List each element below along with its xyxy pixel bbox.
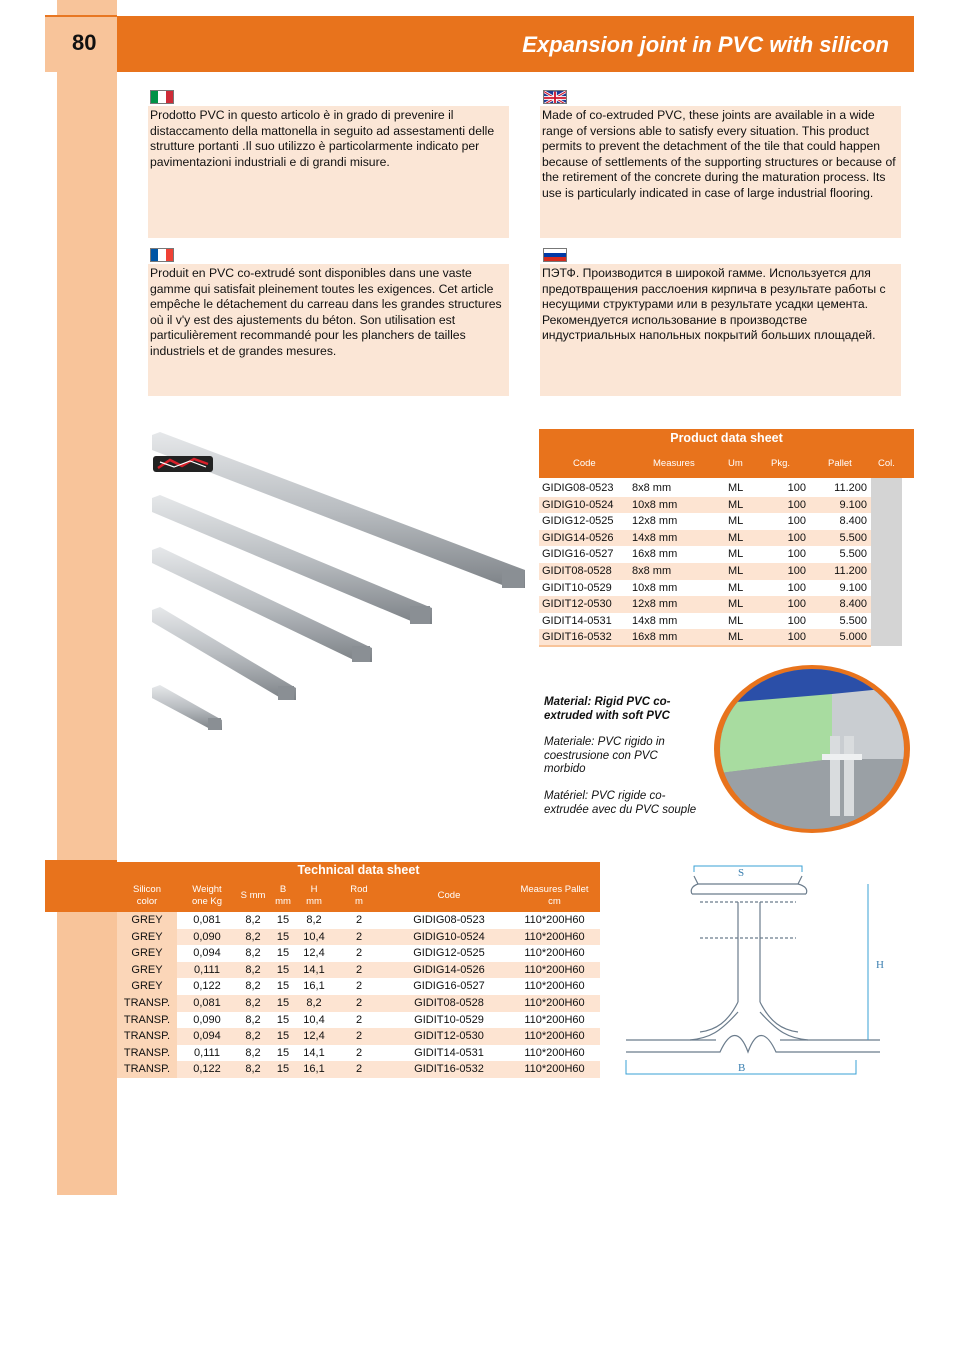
- cross-section-diagram: [620, 862, 900, 1082]
- table-cell: GIDIT14-0531: [542, 614, 612, 627]
- table-cell: 2: [355, 914, 363, 926]
- flag-stripe: [151, 249, 158, 261]
- table-cell: 10,4: [303, 930, 325, 943]
- table-cell: 110*200H60: [524, 914, 585, 926]
- table-cell: 8,2: [245, 914, 261, 926]
- section-marker: [45, 860, 117, 912]
- page-number: 80: [72, 30, 97, 55]
- table-cell: ML: [728, 598, 744, 611]
- table-cell: 0,081: [193, 914, 221, 926]
- table-cell: 16x8 mm: [632, 631, 678, 644]
- technical-table-header: [117, 862, 600, 912]
- column-header-line: Measures Pallet: [520, 884, 589, 895]
- column-header-b: [271, 884, 295, 908]
- table-cell: GIDIG10-0524: [542, 498, 614, 511]
- column-header-line: one Kg: [191, 896, 223, 907]
- table-cell: 15: [276, 980, 290, 993]
- table-cell: 8,2: [245, 930, 261, 943]
- table-cell: 8,2: [306, 914, 322, 926]
- table-row: [539, 613, 914, 630]
- side-strip: [57, 0, 117, 1195]
- table-cell: 8.400: [839, 598, 867, 611]
- flag-stripe: [158, 249, 165, 261]
- table-cell: GIDIT14-0531: [414, 1046, 484, 1059]
- table-cell: 5.500: [839, 614, 867, 627]
- column-header-line: Rod: [350, 884, 368, 895]
- table-cell: 10x8 mm: [632, 581, 678, 594]
- description-russian: ПЭТФ. Производится в широкой гамме. Используется для предотвращения расслоения кирпича в результате работы с несущими структурами или в результате усадки цемента. Рекомендуется использование в производстве индустриальных напольных покрытий больших площадей.: [540, 264, 901, 396]
- table-cell: GREY: [131, 914, 163, 926]
- table-cell: GIDIG14-0526: [413, 963, 485, 976]
- table-cell: 2: [355, 1063, 363, 1076]
- column-header-line: mm: [275, 896, 291, 907]
- table-cell: 100: [787, 581, 806, 594]
- table-cell: GIDIG14-0526: [542, 531, 614, 544]
- table-cell: 5.000: [839, 631, 867, 644]
- product-table-body: [539, 480, 914, 646]
- product-table-title: Product data sheet: [670, 431, 783, 445]
- table-cell: GREY: [131, 947, 163, 960]
- technical-table-title: Technical data sheet: [297, 863, 420, 877]
- table-row: [117, 1012, 600, 1029]
- table-cell: 2: [355, 980, 363, 993]
- material-english: Material: Rigid PVC co-extruded with soft PVC: [544, 696, 671, 722]
- profile-bar: [152, 495, 432, 624]
- table-cell: 10,4: [303, 1013, 325, 1026]
- table-row: [117, 912, 600, 929]
- dimension-label-s: S: [738, 867, 745, 879]
- table-cell: 0,122: [193, 980, 221, 993]
- flag-stripe: [158, 91, 165, 103]
- table-cell: 100: [787, 631, 806, 644]
- table-row: [117, 1045, 600, 1062]
- profile-bar: [152, 547, 372, 662]
- table-row: [539, 580, 914, 597]
- flag-stripe: [166, 249, 173, 261]
- table-row: [539, 513, 914, 530]
- profile-bar: [152, 432, 525, 588]
- column-header-line: Silicon: [133, 884, 161, 895]
- table-cell: ML: [728, 564, 744, 577]
- table-cell: 110*200H60: [524, 980, 585, 993]
- table-row: [117, 1061, 600, 1078]
- table-cell: 100: [787, 515, 806, 528]
- dimension-label-b: B: [738, 1062, 746, 1074]
- table-cell: 100: [787, 598, 806, 611]
- table-cell: GIDIT16-0532: [542, 631, 612, 644]
- table-row: [117, 978, 600, 995]
- france-flag-icon: [150, 248, 174, 262]
- table-cell: 12x8 mm: [632, 598, 678, 611]
- table-cell: 11.200: [834, 482, 867, 494]
- table-cell: GIDIT10-0529: [542, 581, 612, 594]
- table-cell: 15: [276, 996, 290, 1009]
- table-cell: 15: [276, 914, 290, 926]
- table-cell: GIDIT08-0528: [414, 996, 484, 1009]
- table-cell: 9.100: [839, 581, 867, 594]
- table-row: [117, 945, 600, 962]
- table-cell: 8,2: [245, 980, 261, 993]
- table-cell: GIDIT12-0530: [542, 598, 612, 611]
- table-cell: 0,090: [193, 930, 221, 943]
- flag-stripe: [544, 257, 566, 261]
- column-header: Code: [573, 458, 596, 469]
- table-cell: 2: [355, 963, 363, 976]
- product-photo: [150, 430, 530, 760]
- table-cell: 15: [276, 947, 290, 960]
- column-header-code: Code: [437, 890, 461, 901]
- table-cell: 10x8 mm: [632, 498, 678, 511]
- table-cell: 12x8 mm: [632, 515, 678, 528]
- dimension-label-h: H: [876, 959, 884, 971]
- table-cell: 0,081: [193, 996, 221, 1009]
- table-cell: 14,1: [303, 963, 325, 976]
- material-french: Matériel: PVC rigide co-extrudée avec du PVC souple: [544, 790, 697, 816]
- table-cell: 2: [355, 947, 363, 960]
- column-header-line: mm: [306, 896, 322, 907]
- table-cell: 2: [355, 996, 363, 1009]
- table-cell: 12,4: [303, 947, 325, 960]
- brand-logo: [153, 456, 213, 472]
- table-cell: TRANSP.: [123, 996, 171, 1009]
- table-cell: 15: [276, 930, 290, 943]
- table-row: [117, 995, 600, 1012]
- column-header-line: H: [310, 884, 318, 895]
- table-cell: 8,2: [245, 947, 261, 960]
- product-data-table: [539, 429, 914, 646]
- table-cell: 2: [355, 1030, 363, 1043]
- column-header-silicon-color: [117, 884, 177, 908]
- table-cell: GIDIG08-0523: [542, 482, 614, 494]
- table-cell: 0,094: [193, 1030, 221, 1043]
- table-cell: 16,1: [303, 1063, 325, 1076]
- table-cell: 8,2: [245, 1030, 261, 1043]
- table-cell: GIDIG12-0525: [542, 515, 614, 528]
- table-cell: 100: [787, 548, 806, 561]
- table-cell: 16x8 mm: [632, 548, 678, 561]
- column-header-s: S mm: [240, 890, 266, 901]
- uk-flag-graphic: [544, 91, 566, 104]
- italy-flag-icon: [150, 90, 174, 104]
- table-cell: ML: [728, 531, 744, 544]
- table-cell: 110*200H60: [524, 930, 585, 943]
- table-cell: 12,4: [303, 1030, 325, 1043]
- column-header-line: B: [279, 884, 287, 895]
- table-row: [539, 546, 914, 563]
- table-row: [117, 1028, 600, 1045]
- table-cell: 9.100: [839, 498, 867, 511]
- table-cell: ML: [728, 515, 744, 528]
- table-cell: 100: [787, 531, 806, 544]
- table-cell: 8,2: [245, 996, 261, 1009]
- description-english: Made of co-extruded PVC, these joints are available in a wide range of versions able to satisfy every situation. This product permits to prevent the detachment of the tile that could happen because of settlements of the supporting structures or because of the retirement of the concrete during the maturation process. Its use is particularly indicated in case of large industrial flooring.: [540, 106, 901, 238]
- column-header: Measures: [653, 458, 695, 469]
- table-cell: 8,2: [245, 963, 261, 976]
- table-cell: 8,2: [245, 1013, 261, 1026]
- table-rule: [539, 645, 871, 647]
- table-cell: 2: [355, 1046, 363, 1059]
- description-italian: Prodotto PVC in questo articolo è in grado di prevenire il distaccamento della mattonella in seguito ad assestamenti delle strutture portanti .Il suo utilizzo è particolarmente indicato per pavimentazioni industriali e di grandi misure.: [148, 106, 509, 238]
- table-cell: TRANSP.: [123, 1046, 171, 1059]
- table-cell: 110*200H60: [524, 996, 585, 1009]
- table-row: [539, 563, 914, 580]
- table-cell: ML: [728, 581, 744, 594]
- column-header: Um: [728, 458, 743, 469]
- table-cell: GIDIG16-0527: [542, 548, 614, 561]
- column-header: Col.: [878, 458, 895, 469]
- table-row: [539, 629, 914, 646]
- table-cell: 110*200H60: [524, 1046, 585, 1059]
- table-cell: 100: [787, 564, 806, 577]
- profile-bar: [152, 685, 222, 730]
- table-cell: 8x8 mm: [632, 564, 672, 577]
- table-cell: ML: [728, 482, 744, 494]
- table-cell: GIDIG10-0524: [413, 930, 485, 943]
- column-header-h: [299, 884, 329, 908]
- table-row: [539, 480, 914, 497]
- table-cell: GIDIT08-0528: [542, 564, 612, 577]
- flag-stripe: [151, 91, 158, 103]
- table-row: [539, 497, 914, 514]
- table-cell: TRANSP.: [123, 1030, 171, 1043]
- table-cell: 16,1: [303, 980, 325, 993]
- table-cell: 8,2: [306, 996, 322, 1009]
- table-cell: 8,2: [245, 1046, 261, 1059]
- table-cell: 15: [276, 1013, 290, 1026]
- column-header-rod: [341, 884, 377, 908]
- column-header-line: color: [136, 896, 158, 907]
- table-row: [117, 962, 600, 979]
- uk-flag-icon: [543, 90, 567, 104]
- color-column: [871, 478, 902, 646]
- table-cell: 5.500: [839, 531, 867, 544]
- column-header-line: m: [355, 896, 363, 907]
- column-header-measures: [509, 884, 600, 908]
- table-cell: 15: [276, 1046, 290, 1059]
- technical-table-columns: [117, 862, 600, 912]
- column-header-line: cm: [548, 896, 561, 907]
- table-cell: GIDIT12-0530: [414, 1030, 484, 1043]
- table-cell: 15: [276, 963, 290, 976]
- column-header-line: Weight: [192, 884, 222, 895]
- table-cell: 0,094: [193, 947, 221, 960]
- table-cell: 8x8 mm: [632, 482, 672, 494]
- table-cell: 110*200H60: [524, 1063, 585, 1076]
- table-cell: 0,111: [194, 963, 220, 976]
- table-cell: GIDIG16-0527: [413, 980, 485, 993]
- table-cell: ML: [728, 548, 744, 561]
- material-italian: Materiale: PVC rigido in coestrusione con PVC morbido: [544, 736, 665, 775]
- table-cell: 14x8 mm: [632, 614, 678, 627]
- table-cell: GIDIG12-0525: [413, 947, 485, 960]
- column-header: Pkg.: [771, 458, 791, 469]
- table-cell: 110*200H60: [524, 1030, 585, 1043]
- table-cell: 0,111: [194, 1046, 220, 1059]
- table-cell: 110*200H60: [524, 1013, 585, 1026]
- page-title: Expansion joint in PVC with silicon: [522, 32, 889, 57]
- installation-detail-photo: [712, 664, 912, 834]
- table-cell: 100: [787, 498, 806, 511]
- technical-table-body: [117, 912, 600, 1078]
- table-row: [117, 929, 600, 946]
- column-header: Pallet: [828, 458, 852, 469]
- table-cell: ML: [728, 631, 744, 644]
- table-cell: 110*200H60: [524, 963, 585, 976]
- table-cell: GIDIT16-0532: [414, 1063, 484, 1076]
- table-cell: 100: [787, 614, 806, 627]
- table-cell: GREY: [131, 963, 163, 976]
- table-cell: ML: [728, 498, 744, 511]
- table-cell: 0,090: [193, 1013, 221, 1026]
- table-cell: 0,122: [193, 1063, 221, 1076]
- table-cell: GIDIG08-0523: [413, 914, 485, 926]
- table-cell: 8,2: [245, 1063, 261, 1076]
- table-row: [539, 530, 914, 547]
- table-cell: 15: [276, 1030, 290, 1043]
- table-cell: ML: [728, 614, 744, 627]
- table-cell: 14x8 mm: [632, 531, 678, 544]
- russia-flag-icon: [543, 248, 567, 262]
- technical-data-table: [117, 862, 600, 1078]
- column-header-weight: [179, 884, 235, 908]
- flag-stripe: [166, 91, 173, 103]
- product-table-header: [539, 429, 914, 478]
- table-cell: 11.200: [834, 564, 867, 577]
- table-cell: 5.500: [839, 548, 867, 561]
- table-row: [539, 596, 914, 613]
- table-cell: 8.400: [839, 515, 867, 528]
- description-french: Produit en PVC co-extrudé sont disponibles dans une vaste gamme qui satisfait pleinement toutes les exigences. Cet article empêche le détachement du carreau dans les grandes structures où il v'y est des ajustements du béton. Son utilisation est particulièrement recommandé pour les planchers de tailles industriels et de grandes mesures.: [148, 264, 509, 396]
- table-cell: GIDIT10-0529: [414, 1013, 484, 1026]
- table-cell: TRANSP.: [123, 1063, 171, 1076]
- table-cell: 15: [276, 1063, 290, 1076]
- table-cell: 2: [355, 930, 363, 943]
- table-cell: 2: [355, 1013, 363, 1026]
- table-cell: 110*200H60: [524, 947, 585, 960]
- table-cell: 14,1: [303, 1046, 325, 1059]
- table-cell: TRANSP.: [123, 1013, 171, 1026]
- table-cell: 100: [787, 482, 806, 494]
- table-cell: GREY: [131, 930, 163, 943]
- table-cell: GREY: [131, 980, 163, 993]
